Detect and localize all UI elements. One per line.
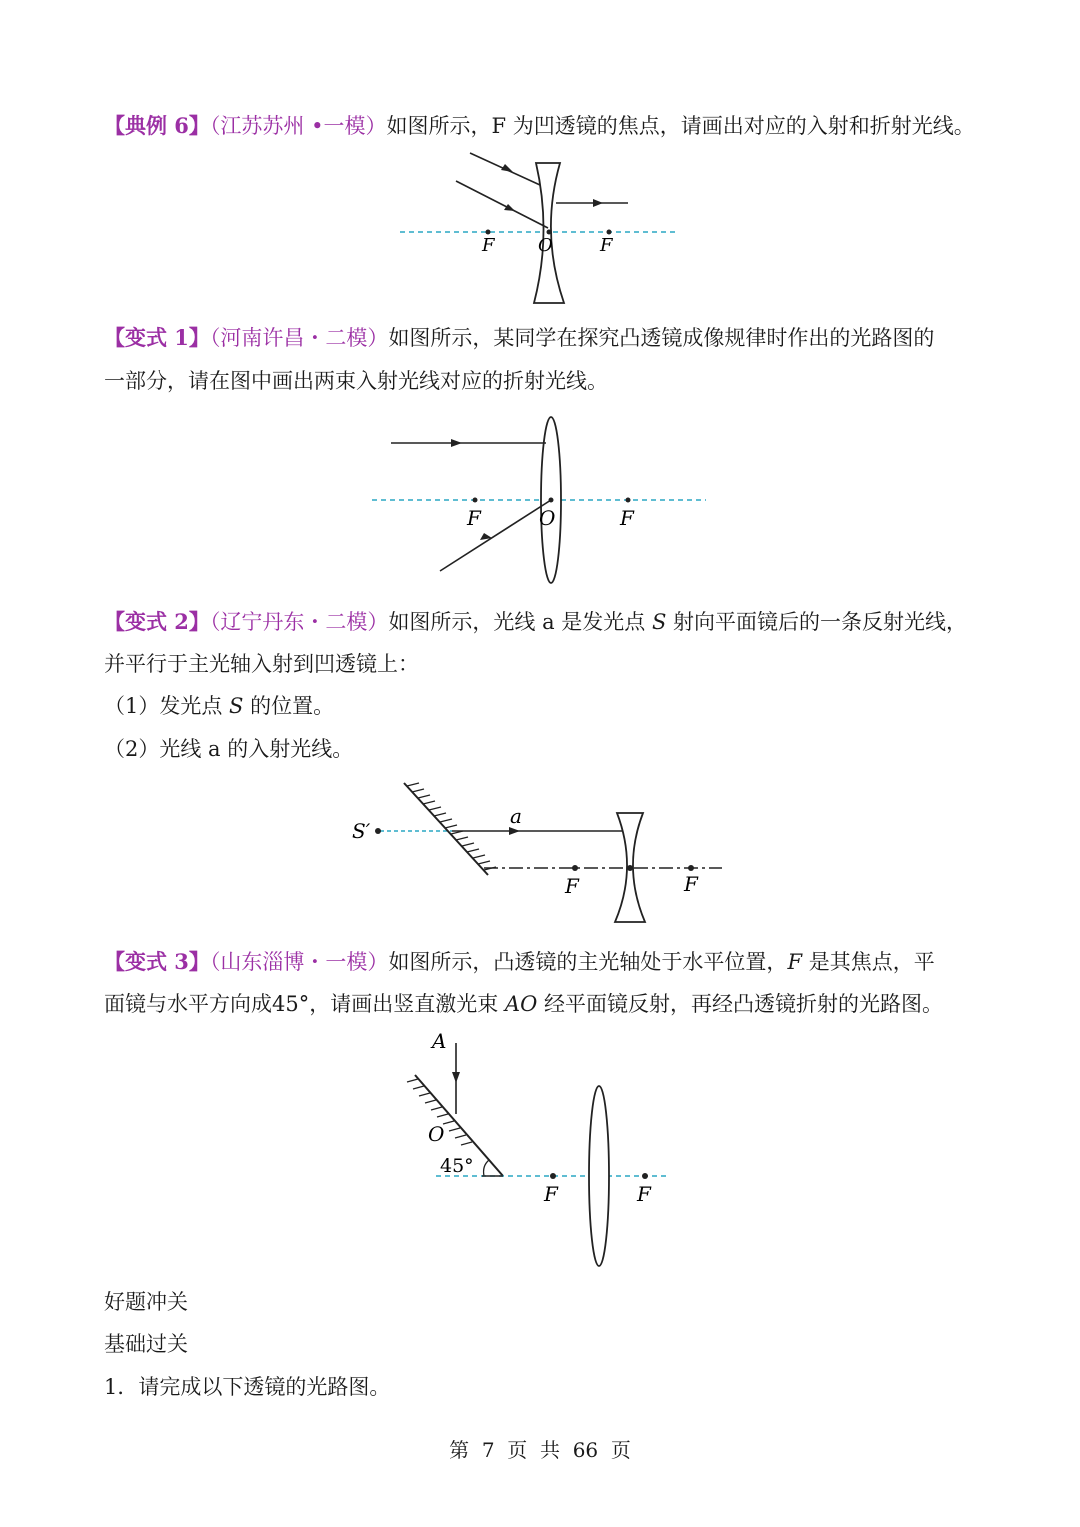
label-f-right: F (684, 872, 698, 896)
label-o: O (428, 1122, 445, 1146)
label-f-left: F (565, 874, 579, 898)
variant-text: 如图所示，凸透镜的主光轴处于水平位置， (388, 950, 788, 974)
variant-text: 如图所示，光线 a 是发光点 (388, 610, 652, 634)
variant-text: 射向平面镜后的一条反射光线， (666, 610, 968, 634)
variant-source: （河南许昌・二模） (209, 326, 389, 350)
label-f-left: F (482, 235, 495, 256)
variant-text: 经平面镜反射，再经凸透镜折射的光路图。 (537, 992, 943, 1016)
example-tag: 【典例 6】 (104, 113, 210, 138)
angle-arc (484, 1160, 489, 1176)
focus-point-left (550, 1173, 556, 1179)
label-f-right: F (637, 1182, 651, 1206)
question-1: 1．请完成以下透镜的光路图。 (104, 1375, 391, 1399)
page-footer: 第 7 页 共 66 页 (449, 1438, 631, 1462)
variant-tag: 【变式 2】 (104, 609, 210, 634)
convex-lens (589, 1086, 609, 1266)
variant-text: 面镜与水平方向成45°，请画出竖直激光束 (104, 992, 505, 1016)
variant-tag: 【变式 1】 (104, 325, 210, 350)
variant-text: 一部分，请在图中画出两束入射光线对应的折射光线。 (104, 369, 608, 393)
label-f-right: F (600, 235, 613, 256)
variant-text: 是其焦点，平 (802, 950, 935, 974)
symbol-f: F (787, 950, 803, 974)
item-text: 的位置。 (243, 694, 335, 718)
label-f-left: F (544, 1182, 558, 1206)
arrow-icon (452, 1072, 460, 1083)
item-text: （2）光线 a 的入射光线。 (104, 737, 354, 761)
section-heading: 好题冲关 (104, 1290, 188, 1314)
label-f-right: F (620, 506, 634, 530)
label-o: O (538, 235, 553, 256)
variant-source: （辽宁丹东・二模） (209, 610, 389, 634)
subsection-heading: 基础过关 (104, 1332, 188, 1356)
variant-text: 并平行于主光轴入射到凹透镜上： (104, 652, 419, 676)
label-angle: 45° (440, 1155, 474, 1177)
variant-text: 如图所示，某同学在探究凸透镜成像规律时作出的光路图的 (388, 326, 935, 350)
variant-tag: 【变式 3】 (104, 949, 210, 974)
symbol-s: S (229, 694, 244, 718)
symbol-s: S (651, 610, 667, 634)
example-source: （江苏苏州 •一模） (209, 114, 387, 138)
symbol-ao: AO (504, 992, 538, 1016)
focus-point-right (642, 1173, 648, 1179)
label-a: A (432, 1029, 447, 1053)
variant-source: （山东淄博・一模） (209, 950, 389, 974)
label-s-prime: S′ (352, 819, 371, 843)
item-text: （1）发光点 (104, 694, 230, 718)
label-o: O (539, 506, 556, 530)
example-text: 如图所示，F 为凹透镜的焦点，请画出对应的入射和折射光线。 (386, 114, 975, 138)
label-a: a (510, 804, 522, 828)
label-f-left: F (467, 506, 481, 530)
